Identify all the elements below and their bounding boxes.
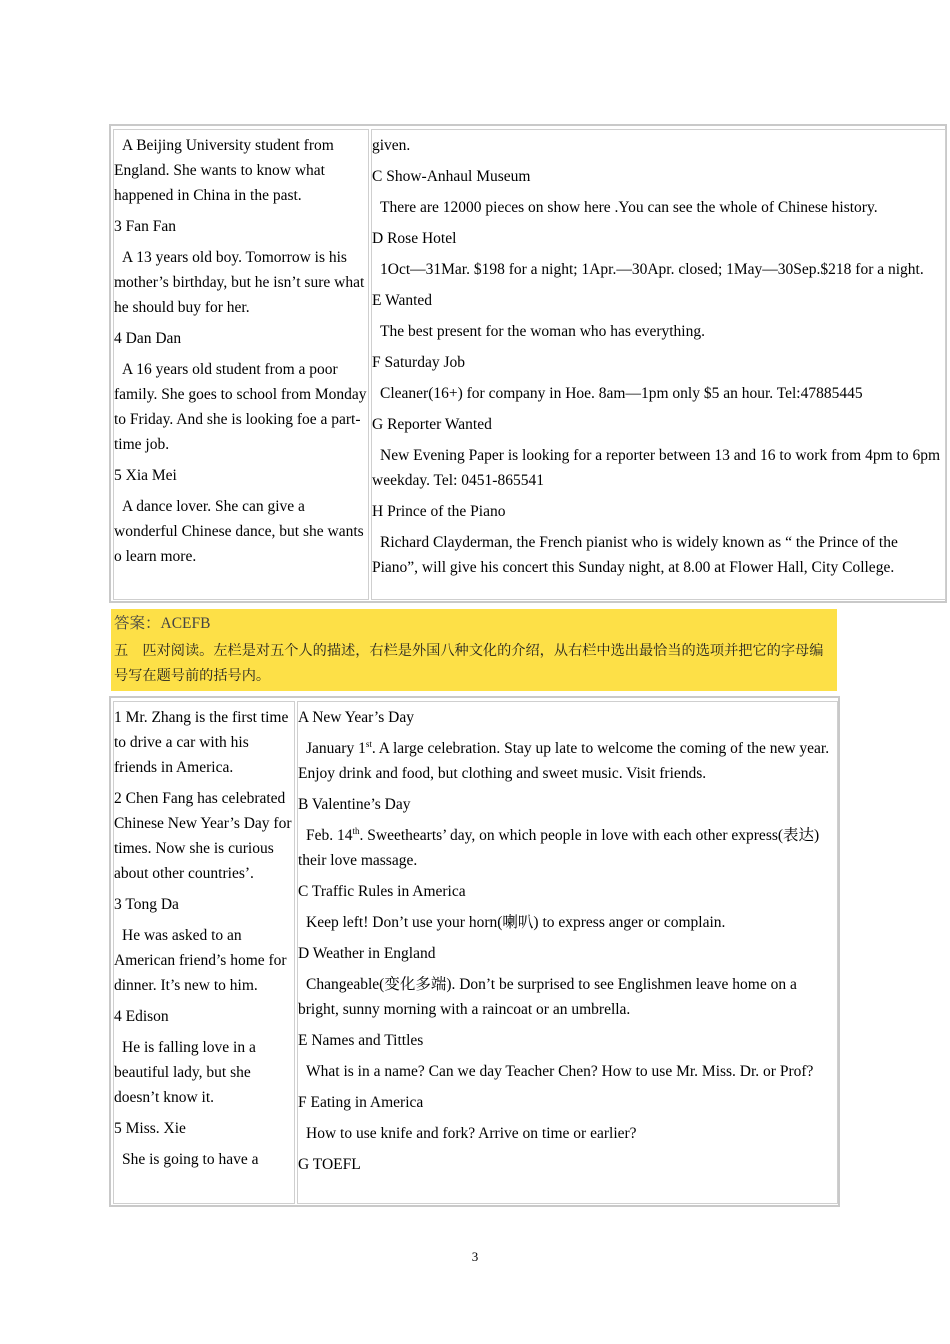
option-c-desc: Keep left! Don’t use your horn(喇叭) to express anger or complain. [306,914,726,931]
option-entry-title: E Wanted [372,292,433,309]
option-e-desc: What is in a name? Can we day Teacher Chen? How to use Mr. Miss. Dr. or Prof? [306,1063,814,1080]
person-entry-desc: A 13 years old boy. Tomorrow is his mother’s birthday, but he isn’t sure what he should buy for her. [114,249,365,316]
option-entry-title: G Reporter Wanted [372,416,492,433]
person-entry-desc: He is falling love in a beautiful lady, but she doesn’t know it. [114,1039,256,1106]
person-entry-name: 5 Miss. Xie [114,1120,186,1137]
option-f-desc: How to use knife and fork? Arrive on time or earlier? [306,1125,637,1142]
option-b-desc: Feb. 14th. Sweethearts’ day, on which people in love with each other express(表达) their love massage. [298,826,820,869]
option-g-title: G TOEFL [298,1156,361,1173]
option-a-desc: January 1st. A large celebration. Stay up late to welcome the coming of the new year. Enjoy drink and food, but clothing and sweet music. Visit friends. [298,739,830,782]
option-entry-desc: Richard Clayderman, the French pianist who is widely known as “ the Prince of the Piano”, will give his concert this Sunday night, at 8.00 at Flower Hall, City College. [372,534,898,576]
option-b-title: B Valentine’s Day [298,796,411,813]
option-c-title: C Traffic Rules in America [298,883,466,900]
people-column-2 [113,701,295,1204]
person-entry-name: 4 Dan Dan [114,330,182,347]
option-entry-title: C Show-Anhaul Museum [372,168,531,185]
person-entry-name: 1 Mr. Zhang is the first time to drive a car with his friends in America. [114,709,289,776]
option-entry-cont: given. [372,137,411,154]
person-entry-name: 3 Tong Da [114,896,179,913]
matching-table-2 [109,696,840,1207]
options-column-1 [371,129,946,600]
person-entry-name: 3 Fan Fan [114,218,176,235]
option-a-title: A New Year’s Day [298,709,414,726]
option-entry-title: H Prince of the Piano [372,503,506,520]
person-entry-name: 5 Xia Mei [114,467,177,484]
person-entry-desc: She is going to have a [122,1151,259,1168]
option-entry-desc: New Evening Paper is looking for a reporter between 13 and 16 to work from 4pm to 6pm weekday. Tel: 0451-865541 [372,447,941,489]
answer-highlight-block [111,609,837,691]
option-e-title: E Names and Tittles [298,1032,424,1049]
option-entry-desc: The best present for the woman who has everything. [380,323,705,340]
option-entry-title: F Saturday Job [372,354,465,371]
matching-table-1 [109,124,947,603]
option-d-title: D Weather in England [298,945,436,962]
page-number: 3 [471,1249,479,1264]
answer-text: 答案：ACEFB [114,615,211,632]
person-entry-name: 2 Chen Fang has celebrated Chinese New Year’s Day for times. Now she is curious about other countries’. [114,790,292,882]
option-entry-title: D Rose Hotel [372,230,457,247]
person-entry-desc: A 16 years old student from a poor family. She goes to school from Monday to Friday. And she is looking foe a part-time job. [114,361,367,453]
option-f-title: F Eating in America [298,1094,424,1111]
person-entry-name: 4 Edison [114,1008,169,1025]
option-entry-desc: 1Oct—31Mar. $198 for a night; 1Apr.—30Apr. closed; 1May—30Sep.$218 for a night. [380,261,924,278]
option-entry-desc: Cleaner(16+) for company in Hoe. 8am—1pm only $5 an hour. Tel:47885445 [380,385,863,402]
option-entry-desc: There are 12000 pieces on show here .You can see the whole of Chinese history. [380,199,878,216]
section-5-instructions: 五 匹对阅读。左栏是对五个人的描述，右栏是外国八种文化的介绍，从右栏中选出最恰当的选项并把它的字母编号写在题号前的括号内。 [114,643,824,684]
option-d-desc: Changeable(变化多端). Don’t be surprised to see Englishmen leave home on a bright, sunny morning with a raincoat or an umbrella. [298,976,797,1018]
people-column-1 [113,129,369,600]
options-column-2 [297,701,838,1204]
person-entry-desc: A Beijing University student from England. She wants to know what happened in China in the past. [114,137,334,204]
person-entry-desc: A dance lover. She can give a wonderful Chinese dance, but she wants o learn more. [114,498,364,565]
person-entry-desc: He was asked to an American friend’s home for dinner. It’s new to him. [114,927,287,994]
